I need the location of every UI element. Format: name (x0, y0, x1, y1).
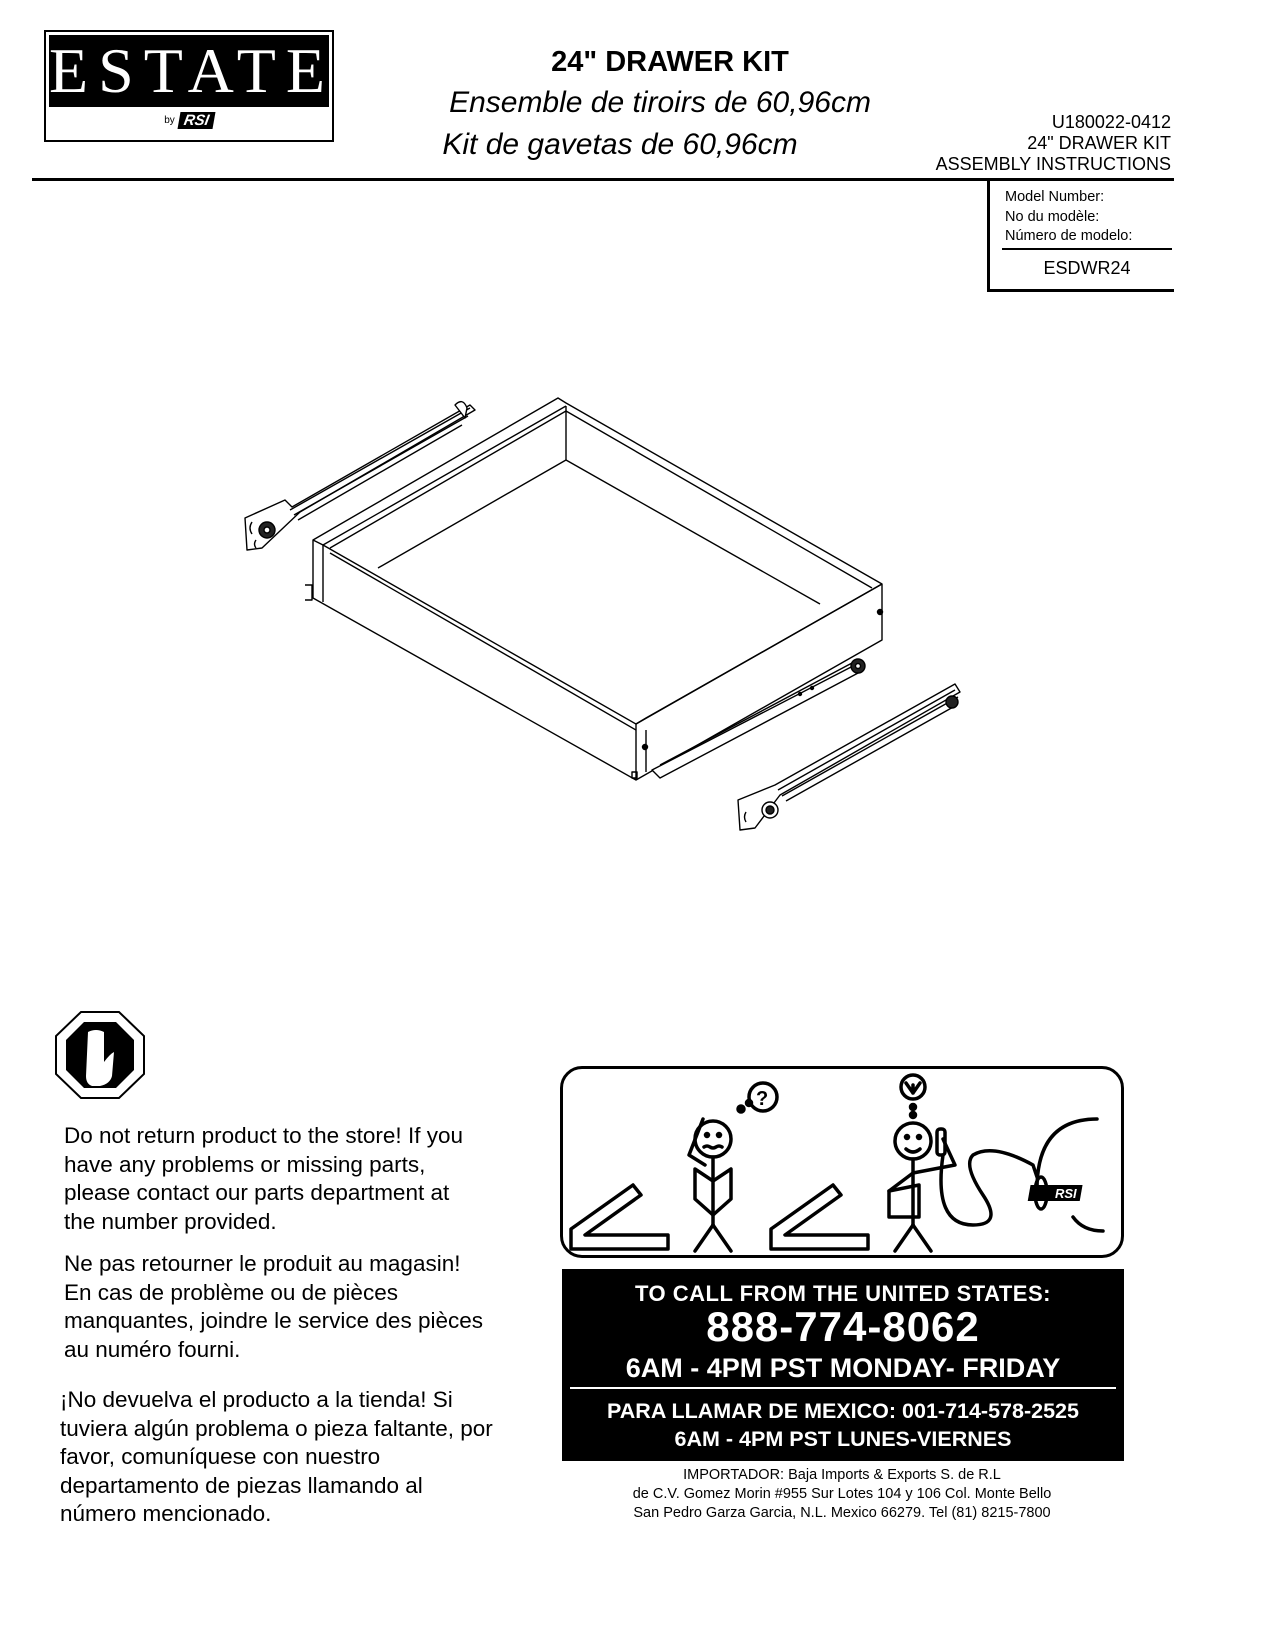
drawer-box-with-slides-icon (230, 385, 990, 845)
contact-divider (570, 1387, 1116, 1389)
rsi-logo-icon: RSI (177, 112, 215, 129)
model-number-labels (1005, 188, 1132, 247)
headset-brand: RSI (1055, 1186, 1077, 1201)
contact-phone-box (562, 1269, 1124, 1461)
estate-logo (44, 30, 334, 142)
us-call-label: TO CALL FROM THE UNITED STATES: (635, 1281, 1051, 1306)
model-box-bottom (987, 289, 1174, 292)
logo-byline (46, 112, 332, 129)
importer-line-3: San Pedro Garza Garcia, N.L. Mexico 66279. Tel (81) 8215-7800 (633, 1505, 1051, 1521)
mexico-call-label: PARA LLAMAR DE MEXICO: 001-714-578-2525 (607, 1399, 1079, 1423)
document-type: ASSEMBLY INSTRUCTIONS (935, 154, 1171, 174)
title-french: Ensemble de tiroirs de 60,96cm (449, 86, 871, 119)
model-label-en: Model Number: (1005, 189, 1105, 205)
title-spanish: Kit de gavetas de 60,96cm (442, 128, 798, 161)
stop-hand-icon (54, 1010, 146, 1100)
model-underline (1002, 248, 1172, 250)
svg-text:?: ? (756, 1088, 769, 1110)
notice-spanish: ¡No devuelva el producto a la tienda! Si tuviera algún problema o pieza faltante, por favor, comuníquese con nuestro departamento de piezas llamando al número mencionado. (60, 1387, 493, 1526)
model-box-divider (987, 178, 990, 292)
document-info (936, 112, 1171, 175)
us-phone-number[interactable]: 888-774-8062 (706, 1303, 980, 1350)
document-product: 24" DRAWER KIT (1027, 133, 1171, 153)
model-number-value: ESDWR24 (1043, 258, 1131, 278)
mexico-hours: 6AM - 4PM PST LUNES-VIERNES (674, 1427, 1012, 1451)
customer-support-cartoon-icon (563, 1069, 1121, 1255)
importer-line-1: IMPORTADOR: Baja Imports & Exports S. de R.L (683, 1467, 1001, 1483)
customer-support-cartoon (560, 1066, 1124, 1258)
header-divider (32, 178, 1174, 181)
importer-line-2: de C.V. Gomez Morin #955 Sur Lotes 104 y 106 Col. Monte Bello (632, 1486, 1052, 1502)
us-hours: 6AM - 4PM PST MONDAY- FRIDAY (625, 1353, 1061, 1383)
title-english: 24" DRAWER KIT (551, 46, 789, 78)
importer-address (560, 1466, 1124, 1523)
notice-french: Ne pas retourner le produit au magasin! En cas de problème ou de pièces manquantes, joindre le service des pièces au numéro fourni. (64, 1251, 483, 1362)
logo-brand: ESTATE (49, 35, 335, 106)
model-label-fr: No du modèle: (1005, 208, 1100, 225)
logo-by: by (164, 115, 175, 127)
notice-english: Do not return product to the store! If you have any problems or missing parts, please contact our parts department at the number provided. (64, 1123, 463, 1234)
model-label-es: Número de modelo: (1005, 228, 1133, 244)
document-code: U180022-0412 (1051, 112, 1171, 132)
